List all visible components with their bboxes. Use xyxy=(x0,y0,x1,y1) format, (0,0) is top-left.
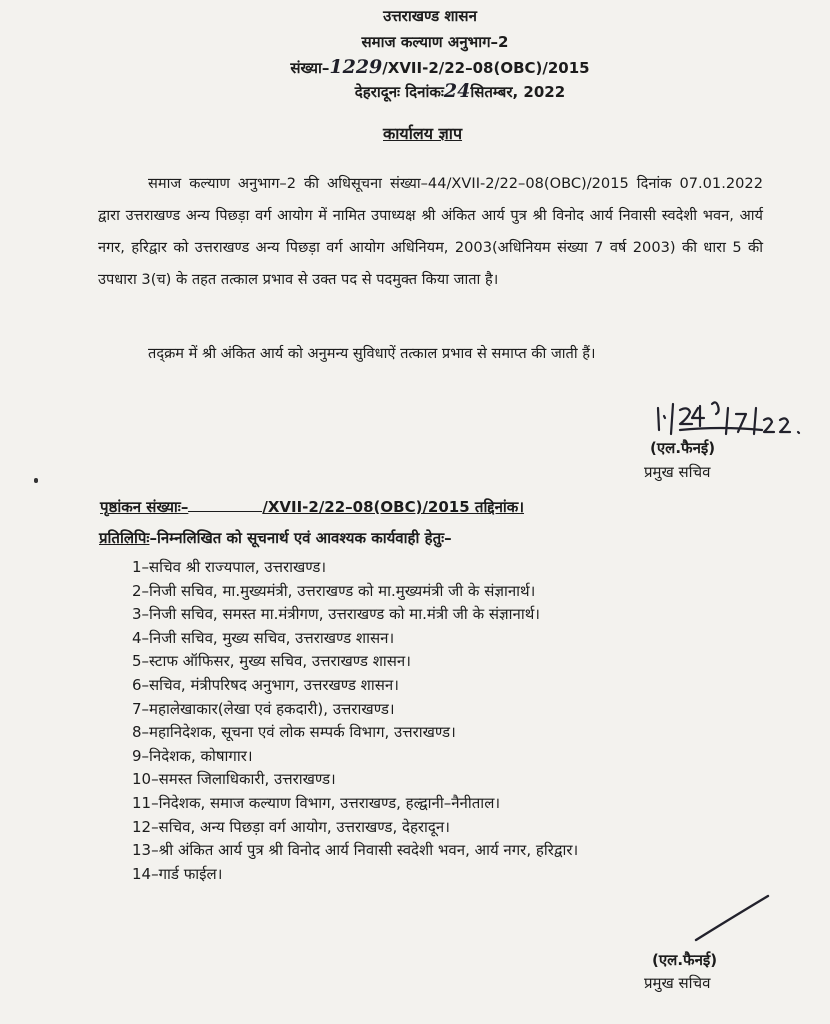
list-item: 6–सचिव, मंत्रीपरिषद अनुभाग, उत्तरखण्ड शासन। xyxy=(132,675,399,694)
list-item: 3–निजी सचिव, समस्त मा.मंत्रीगण, उत्तराखण्ड को मा.मंत्री जी के संज्ञानार्थ। xyxy=(132,605,540,624)
list-item: 8–महानिदेशक, सूचना एवं लोक सम्पर्क विभाग, उत्तराखण्ड। xyxy=(132,723,456,742)
number-prefix: संख्या– xyxy=(290,59,330,77)
list-item: 5–स्टाफ ऑफिसर, मुख्य सचिव, उत्तराखण्ड शासन। xyxy=(132,652,411,671)
list-item: 4–निजी सचिव, मुख्य सचिव, उत्तराखण्ड शासन। xyxy=(132,628,395,647)
handwritten-signature-date xyxy=(640,400,820,442)
list-item: 12–सचिव, अन्य पिछड़ा वर्ग आयोग, उत्तराखण्ड, देहरादून। xyxy=(132,817,450,836)
body-paragraph-2: तद्क्रम में श्री अंकित आर्य को अनुमन्य सुविधाऐं तत्काल प्रभाव से समाप्त की जाती हैं। xyxy=(148,345,596,362)
list-item: 13–श्री अंकित आर्य पुत्र श्री विनोद आर्य निवासी स्वदेशी भवन, आर्य नगर, हरिद्वार। xyxy=(132,841,579,860)
signatory-designation-1: प्रमुख सचिव xyxy=(644,463,711,481)
reference-number xyxy=(25,56,830,78)
copy-to-line xyxy=(99,528,452,548)
copy-to-label: प्रतिलिपिः xyxy=(99,529,150,547)
section-heading: समाज कल्याण अनुभाग–2 xyxy=(361,33,509,51)
list-item: 10–समस्त जिलाधिकारी, उत्तराखण्ड। xyxy=(132,770,336,789)
list-item: 1–सचिव श्री राज्यपाल, उत्तराखण्ड। xyxy=(132,558,327,576)
signatory-name-1: (एल.फैनई) xyxy=(650,439,716,457)
date-prefix: देहरादूनः दिनांकः xyxy=(354,83,444,101)
date-handwritten: 24 xyxy=(443,80,471,102)
body-paragraph-1: समाज कल्याण अनुभाग–2 की अधिसूचना संख्या–44/XVII-2/22–08(OBC)/2015 दिनांक 07.01.2022 द्वारा उत्तराखण्ड अन्य पिछड़ा वर्ग आयोग में नामित उपाध्यक्ष श्री अंकित आर्य पुत्र श्री विनोद आर्य निवासी स्वदेशी भवन, आर्य नगर, हरिद्वार को उत्तराखण्ड अन्य पिछड़ा वर्ग आयोग अधिनियम, 2003(अधिनियम संख्या 7 वर्ष 2003) की धारा 5 की उपधारा 3(च) के तहत तत्काल प्रभाव से उक्त पद से पदमुक्त किया जाता है। xyxy=(98,175,763,288)
margin-mark xyxy=(34,478,38,483)
signatory-name-2: (एल.फैनई) xyxy=(652,951,718,969)
list-item: 9–निदेशक, कोषागार। xyxy=(132,746,253,765)
copy-to-text: –निम्नलिखित को सूचनार्थ एवं आवश्यक कार्यवाही हेतुः– xyxy=(149,529,452,547)
number-handwritten: 1229 xyxy=(329,56,383,78)
endorsement-line xyxy=(100,497,524,517)
list-item: 2–निजी सचिव, मा.मुख्यमंत्री, उत्तराखण्ड को मा.मुख्यमंत्री जी के संज्ञानार्थ। xyxy=(132,581,536,600)
document-title: कार्यालय ज्ञाप xyxy=(383,124,463,143)
number-suffix: /XVII-2/22–08(OBC)/2015 xyxy=(382,59,590,77)
place-date xyxy=(45,80,830,102)
endorsement-number: /XVII-2/22–08(OBC)/2015 तद्दिनांक। xyxy=(262,498,525,516)
government-heading: उत्तराखण्ड शासन xyxy=(383,7,477,25)
list-item: 7–महालेखाकार(लेखा एवं हकदारी), उत्तराखण्ड। xyxy=(132,699,395,718)
list-item: 14–गार्ड फाईल। xyxy=(132,864,223,883)
signatory-designation-2: प्रमुख सचिव xyxy=(644,974,711,992)
date-suffix: सितम्बर, 2022 xyxy=(470,83,566,101)
list-item: 11–निदेशक, समाज कल्याण विभाग, उत्तराखण्ड, हल्द्वानी–नैनीताल। xyxy=(132,793,501,812)
distribution-list xyxy=(132,556,792,886)
signature-stroke xyxy=(688,890,808,946)
endorsement-label: पृष्ठांकन संख्याः– xyxy=(100,498,189,516)
